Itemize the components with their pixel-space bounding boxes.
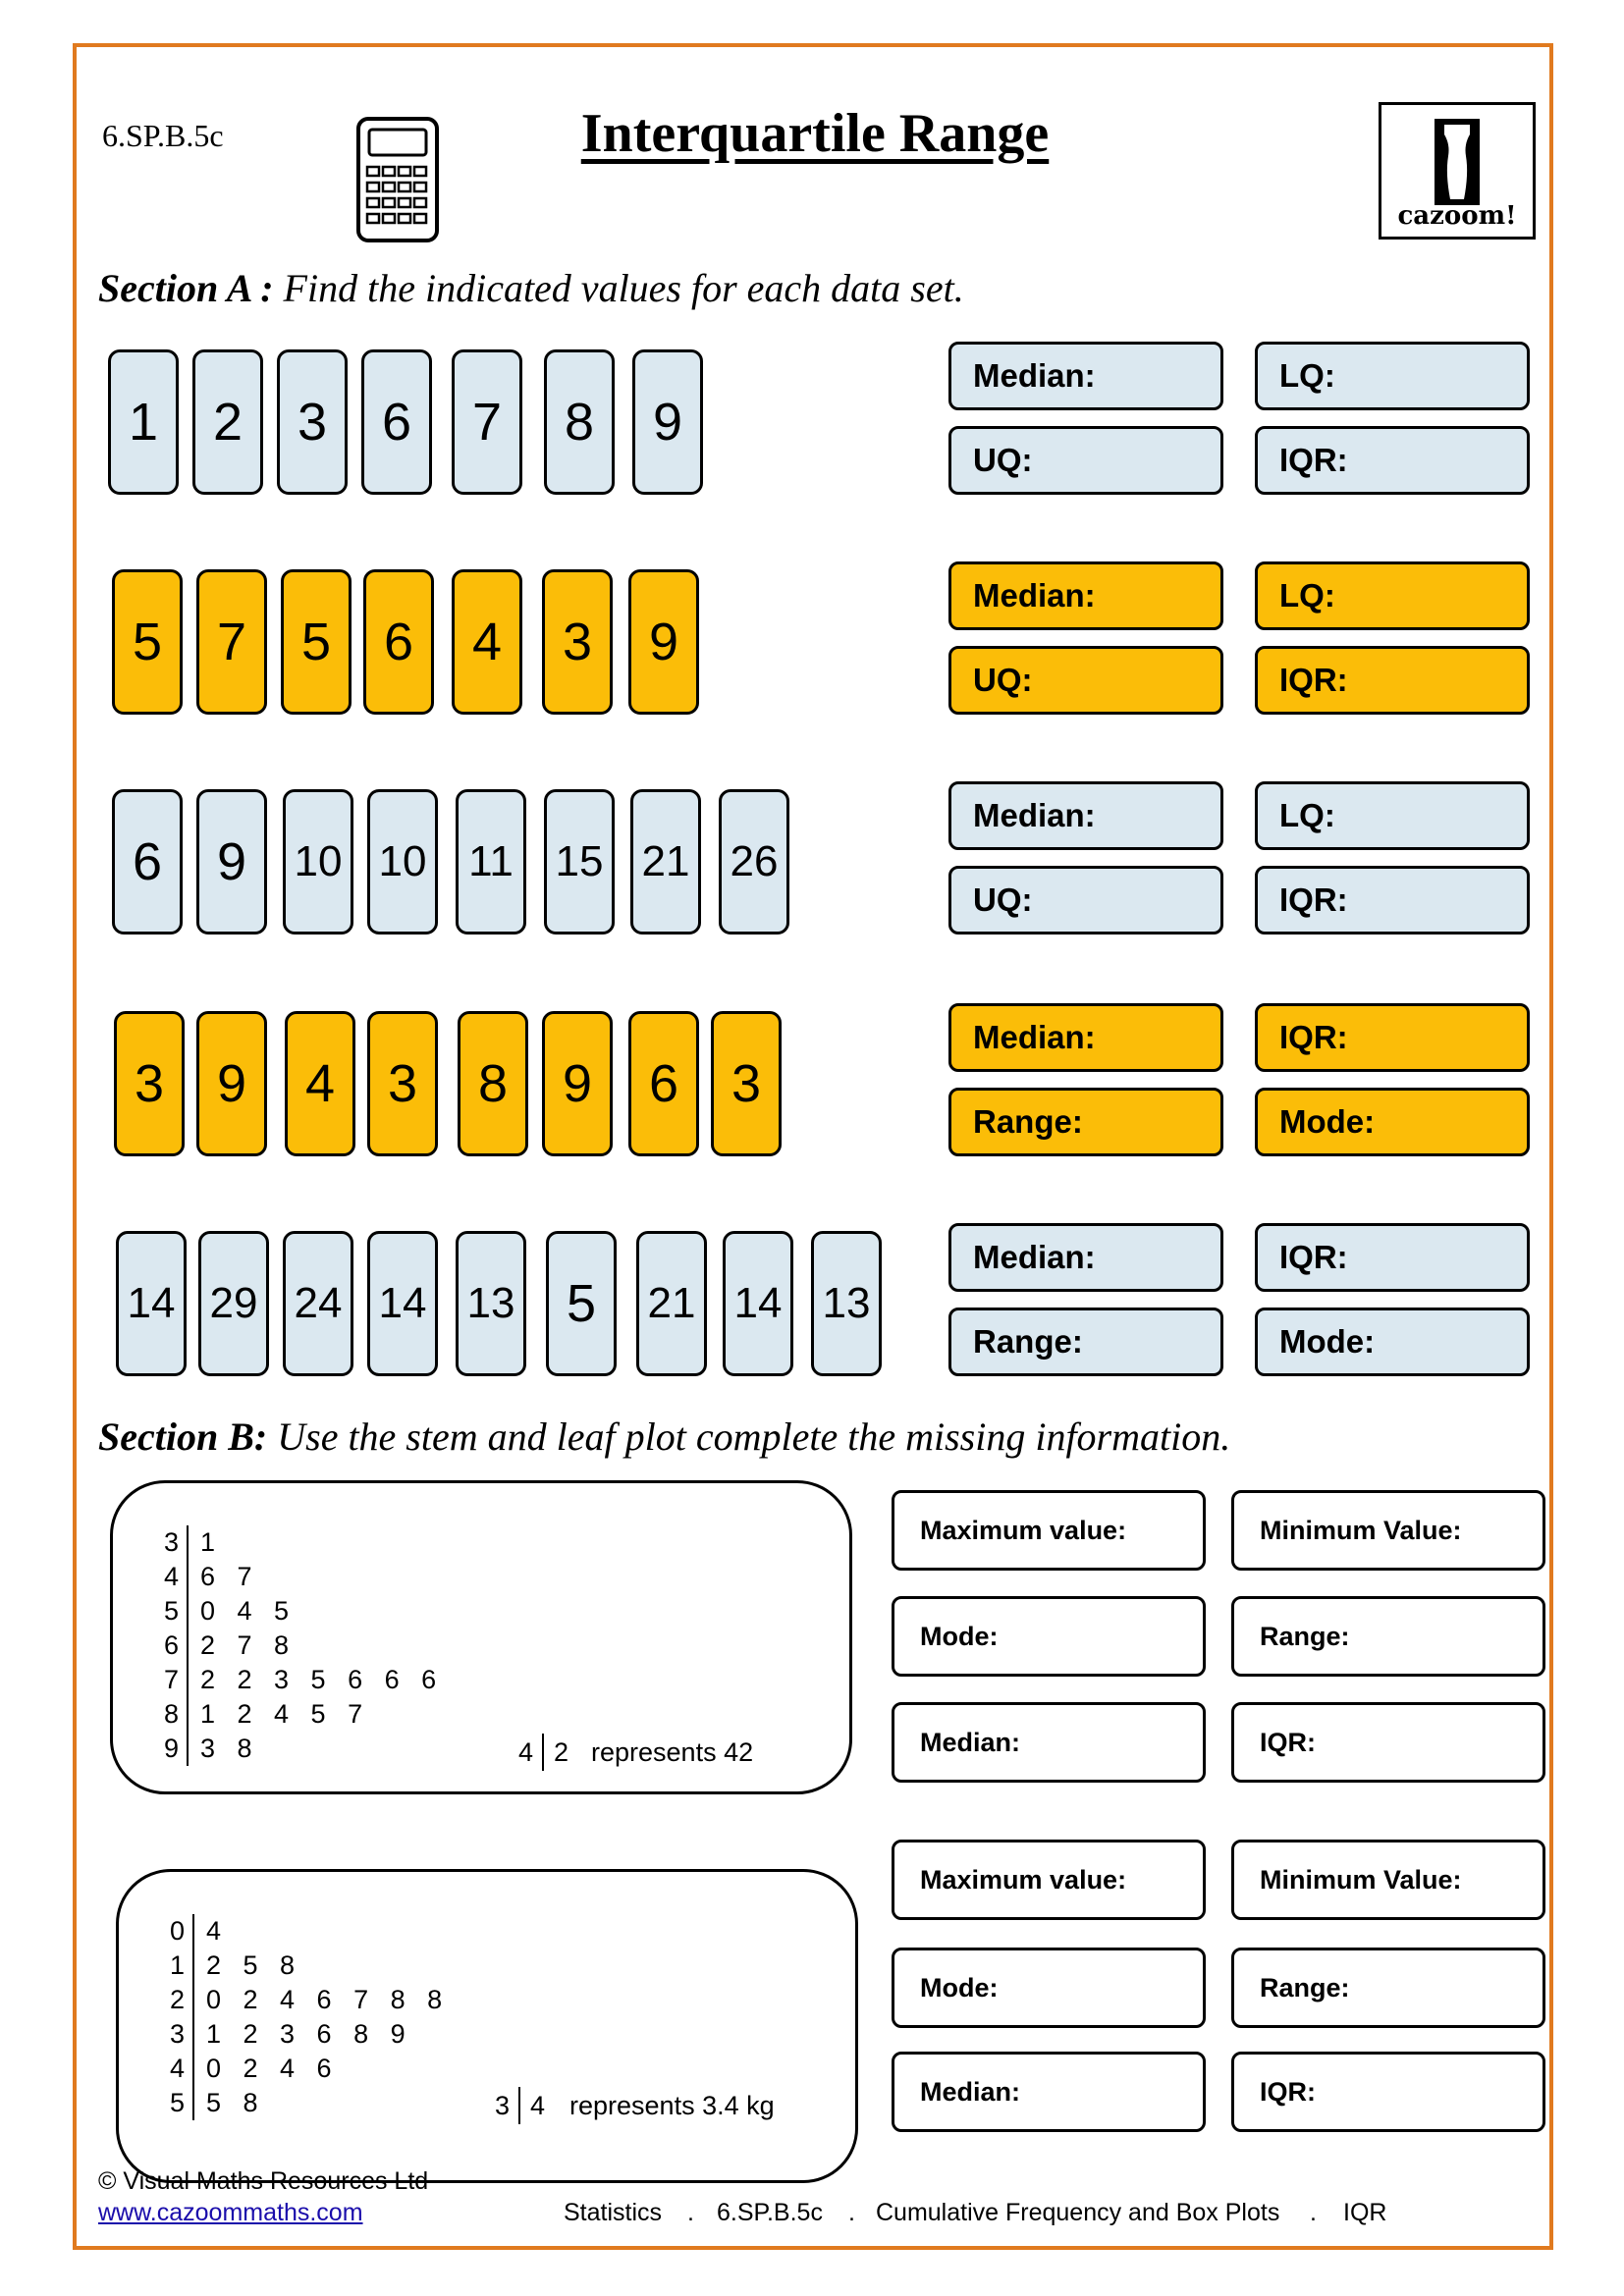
data-card: 24 [283,1231,353,1376]
key-divider [542,1734,544,1771]
stem-value: 6 [163,1630,179,1660]
answer-box-iqr[interactable]: IQR: [1255,866,1530,934]
answer-box-lq[interactable]: LQ: [1255,561,1530,630]
stem-value: 7 [163,1665,179,1694]
answer-box-median[interactable]: Median: [948,1003,1223,1072]
answer-box-uq[interactable]: UQ: [948,426,1223,495]
key-divider [518,2087,520,2124]
footer-topic: Statistics [564,2199,663,2226]
key-leaf: 2 [554,1737,569,1767]
data-card: 9 [542,1011,613,1156]
drum-icon [1381,113,1533,211]
logo-text: cazoom! [1397,201,1517,231]
data-card: 6 [363,569,434,715]
answer-box-lq[interactable]: LQ: [1255,781,1530,850]
section-a-heading [98,265,964,311]
stem-value: 4 [163,1562,179,1591]
answer-box-iqr[interactable]: IQR: [1231,1702,1545,1783]
data-card: 13 [811,1231,882,1376]
copyright: © Visual Maths Resources Ltd [98,2167,429,2195]
data-card: 3 [277,349,348,495]
answer-box-median[interactable]: Median: [948,1223,1223,1292]
data-card: 11 [456,789,526,934]
section-a-label: Section A : [98,266,274,310]
answer-box-maximum-value[interactable]: Maximum value: [892,1840,1206,1920]
stem-value: 3 [163,1527,179,1557]
page-title: Interquartile Range [580,103,1050,164]
stem-value: 1 [169,1950,185,1980]
data-card: 6 [628,1011,699,1156]
leaf-values: 5 8 [206,2088,258,2117]
data-card: 26 [719,789,789,934]
stem-divider [187,1525,189,1766]
data-card: 9 [632,349,703,495]
leaf-values: 2 2 3 5 6 6 6 [200,1665,437,1694]
leaf-values: 4 [206,1916,222,1946]
section-a-instruction: Find the indicated values for each data set. [283,266,964,310]
footer-sep-2: . [848,2199,855,2226]
stem-value: 5 [169,2088,185,2117]
answer-box-mode[interactable]: Mode: [892,1596,1206,1677]
section-b-instruction: Use the stem and leaf plot complete the missing information. [277,1415,1231,1459]
stem-value: 3 [169,2019,185,2049]
stem-value: 5 [163,1596,179,1626]
key-stem: 4 [518,1737,534,1767]
data-card: 5 [281,569,352,715]
leaf-values: 1 2 4 5 7 [200,1699,363,1729]
leaf-values: 3 8 [200,1734,252,1763]
data-card: 7 [196,569,267,715]
answer-box-range[interactable]: Range: [1231,1948,1545,2028]
cazoom-logo [1379,102,1536,240]
data-card: 3 [542,569,613,715]
data-card: 5 [112,569,183,715]
calculator-icon [355,116,440,243]
answer-box-mode[interactable]: Mode: [1255,1088,1530,1156]
stem-value: 2 [169,1985,185,2014]
stem-value: 9 [163,1734,179,1763]
key-leaf: 4 [530,2091,546,2120]
answer-box-range[interactable]: Range: [948,1088,1223,1156]
data-card: 6 [361,349,432,495]
leaf-values: 0 2 4 6 [206,2054,332,2083]
section-b-label: Section B: [98,1415,268,1459]
data-card: 10 [283,789,353,934]
answer-box-maximum-value[interactable]: Maximum value: [892,1490,1206,1571]
answer-box-iqr[interactable]: IQR: [1255,1223,1530,1292]
data-card: 3 [711,1011,782,1156]
leaf-values: 0 4 5 [200,1596,290,1626]
data-card: 21 [630,789,701,934]
answer-box-median[interactable]: Median: [892,2052,1206,2132]
answer-box-minimum-value[interactable]: Minimum Value: [1231,1840,1545,1920]
answer-box-iqr[interactable]: IQR: [1255,426,1530,495]
data-card: 5 [546,1231,617,1376]
answer-box-mode[interactable]: Mode: [892,1948,1206,2028]
leaf-values: 6 7 [200,1562,252,1591]
data-card: 6 [112,789,183,934]
leaf-values: 2 7 8 [200,1630,290,1660]
answer-box-lq[interactable]: LQ: [1255,342,1530,410]
footer-code: 6.SP.B.5c [717,2199,823,2226]
data-card: 29 [198,1231,269,1376]
data-card: 4 [452,569,522,715]
data-card: 7 [452,349,522,495]
answer-box-median[interactable]: Median: [948,781,1223,850]
footer-sep-1: . [687,2199,694,2226]
footer-subtopic: Cumulative Frequency and Box Plots [876,2199,1280,2226]
footer-tag: IQR [1343,2199,1387,2226]
section-b-heading [98,1414,1230,1460]
stem-value: 8 [163,1699,179,1729]
data-card: 9 [628,569,699,715]
answer-box-mode[interactable]: Mode: [1255,1308,1530,1376]
answer-box-uq[interactable]: UQ: [948,646,1223,715]
data-card: 3 [114,1011,185,1156]
data-card: 21 [636,1231,707,1376]
stem-value: 4 [169,2054,185,2083]
answer-box-range[interactable]: Range: [948,1308,1223,1376]
answer-box-median[interactable]: Median: [892,1702,1206,1783]
leaf-values: 2 5 8 [206,1950,296,1980]
answer-box-median[interactable]: Median: [948,561,1223,630]
data-card: 13 [456,1231,526,1376]
answer-box-iqr[interactable]: IQR: [1231,2052,1545,2132]
leaf-values: 0 2 4 6 7 8 8 [206,1985,443,2014]
data-card: 8 [544,349,615,495]
data-card: 10 [367,789,438,934]
answer-box-iqr[interactable]: IQR: [1255,646,1530,715]
answer-box-range[interactable]: Range: [1231,1596,1545,1677]
website-link[interactable]: www.cazoommaths.com [98,2199,363,2226]
data-card: 3 [367,1011,438,1156]
data-card: 14 [723,1231,793,1376]
data-card: 14 [367,1231,438,1376]
standard-code: 6.SP.B.5c [102,118,224,153]
key-stem: 3 [495,2091,511,2120]
data-card: 1 [108,349,179,495]
data-card: 14 [116,1231,187,1376]
answer-box-iqr[interactable]: IQR: [1255,1003,1530,1072]
leaf-values: 1 2 3 6 8 9 [206,2019,406,2049]
data-card: 2 [192,349,263,495]
footer-sep-3: . [1310,2199,1317,2226]
data-card: 9 [196,1011,267,1156]
leaf-values: 1 [200,1527,216,1557]
key-text: represents 3.4 kg [569,2091,775,2120]
stem-divider [192,1914,194,2120]
answer-box-median[interactable]: Median: [948,342,1223,410]
data-card: 4 [285,1011,355,1156]
answer-box-minimum-value[interactable]: Minimum Value: [1231,1490,1545,1571]
data-card: 9 [196,789,267,934]
key-text: represents 42 [591,1737,754,1767]
data-card: 8 [458,1011,528,1156]
stem-value: 0 [169,1916,185,1946]
answer-box-uq[interactable]: UQ: [948,866,1223,934]
data-card: 15 [544,789,615,934]
